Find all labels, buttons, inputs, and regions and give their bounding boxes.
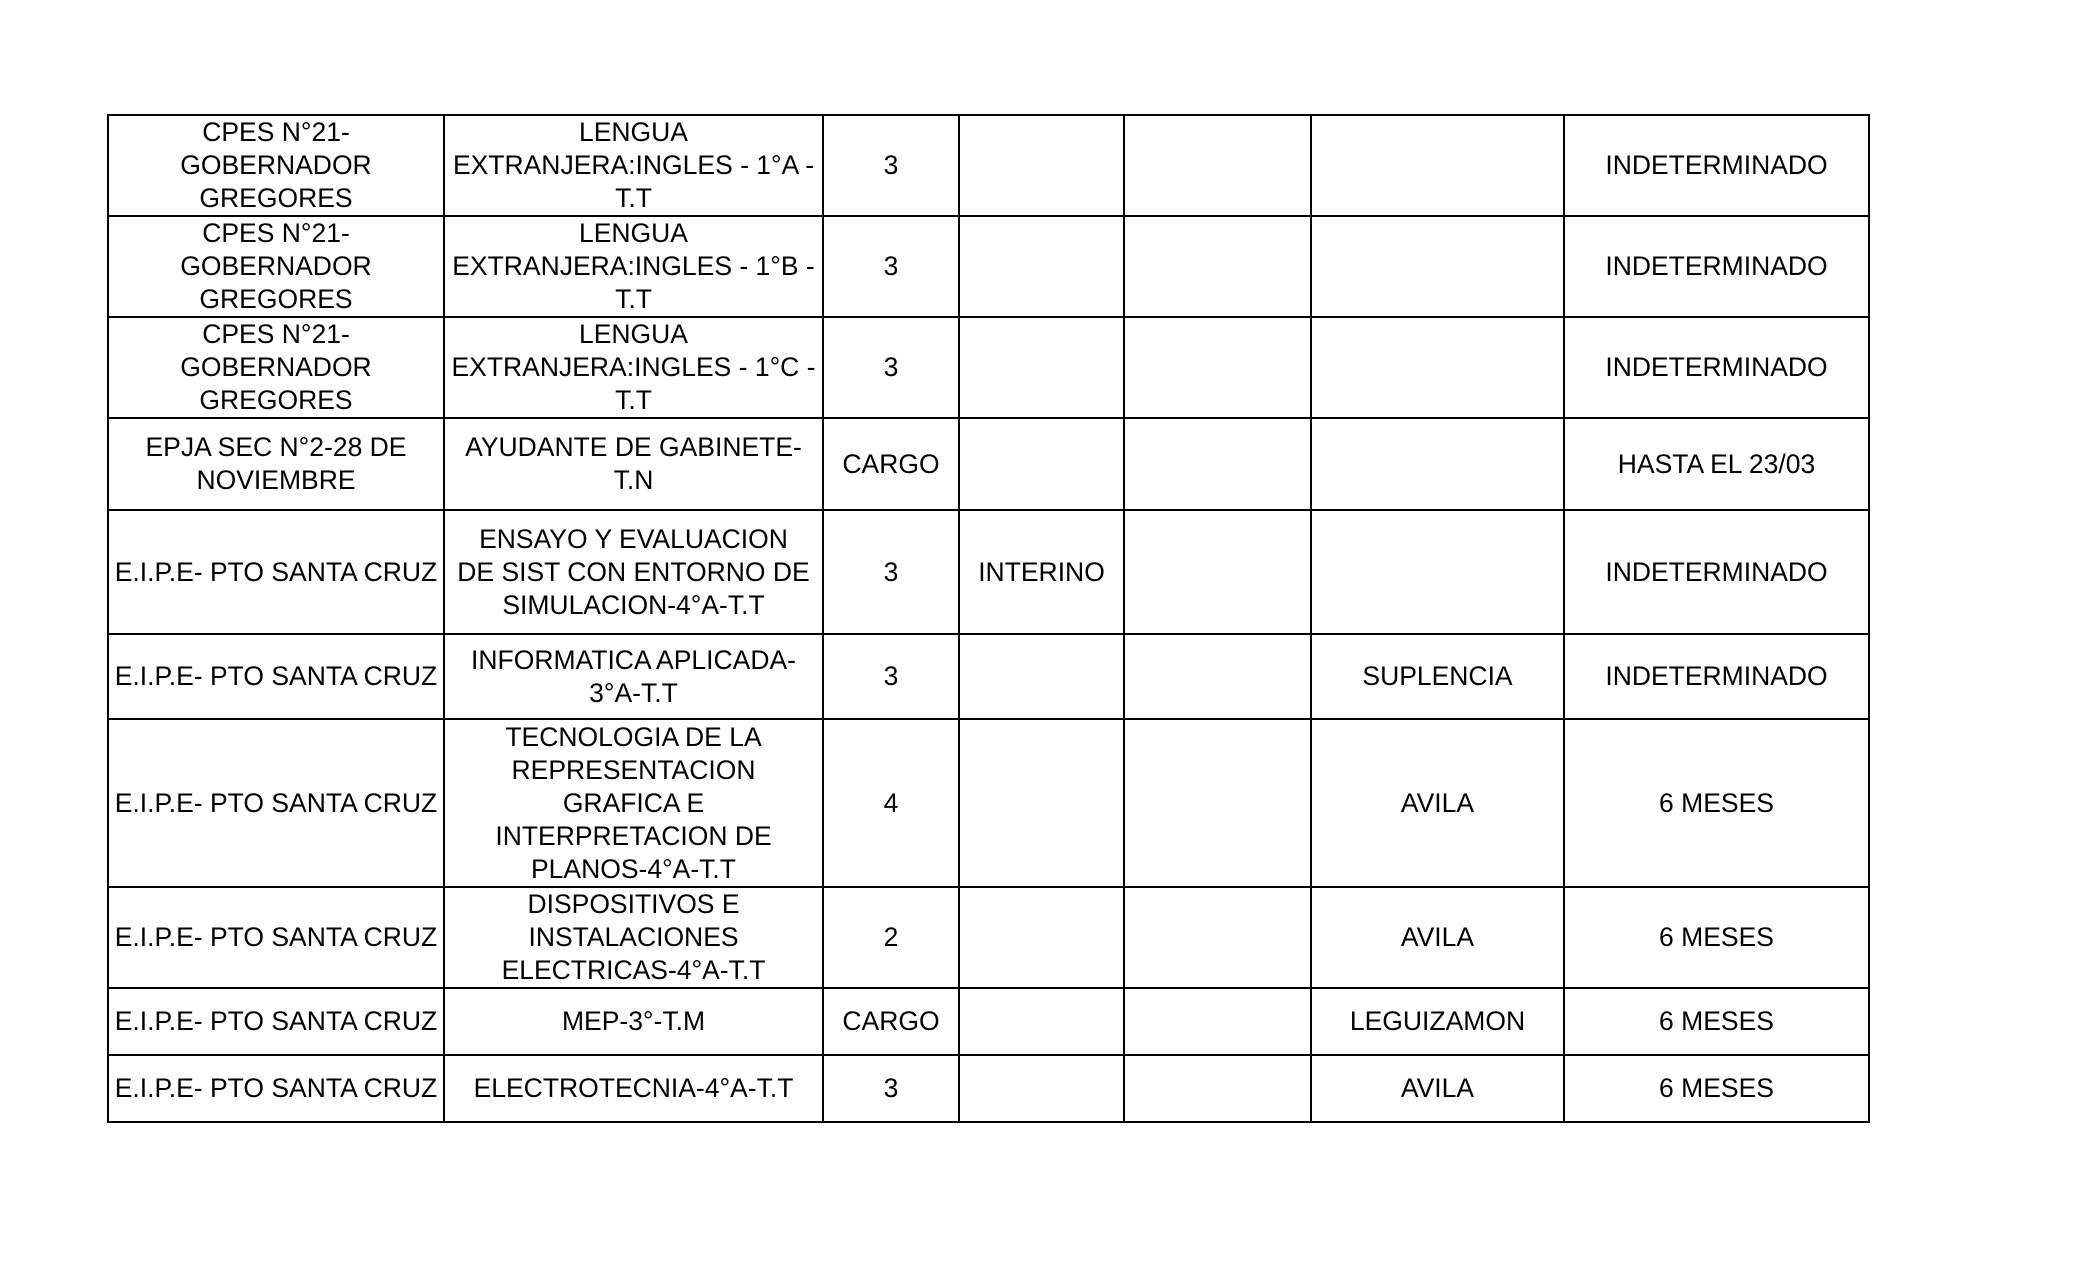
status-cell — [959, 216, 1124, 317]
subject-cell — [444, 887, 823, 988]
subject-line: ELECTROTECNIA-4°A-T.T — [473, 1073, 794, 1103]
hours-cell: CARGO — [823, 988, 959, 1055]
table-row — [108, 115, 1869, 216]
school-cell: E.I.P.E- PTO SANTA CRUZ — [108, 988, 444, 1055]
name-cell — [1311, 216, 1564, 317]
hours-cell: 3 — [823, 317, 959, 418]
empty-cell — [1124, 216, 1311, 317]
hours-cell: 3 — [823, 1055, 959, 1122]
subject-line: EXTRANJERA:INGLES - 1°B - — [452, 251, 815, 281]
table-row — [108, 418, 1869, 510]
empty-cell — [1124, 988, 1311, 1055]
duration-cell: INDETERMINADO — [1564, 115, 1869, 216]
name-cell: AVILA — [1311, 1055, 1564, 1122]
duration-cell: HASTA EL 23/03 — [1564, 418, 1869, 510]
subject-line: INFORMATICA APLICADA- — [471, 644, 796, 675]
subject-cell — [444, 317, 823, 418]
subject-line: 3°A-T.T — [589, 677, 678, 708]
name-cell — [1311, 418, 1564, 510]
subject-line: INTERPRETACION DE — [495, 820, 772, 851]
table-row — [108, 988, 1869, 1055]
table-row — [108, 887, 1869, 988]
status-cell — [959, 418, 1124, 510]
duration-cell: INDETERMINADO — [1564, 317, 1869, 418]
empty-cell — [1124, 887, 1311, 988]
subject-line: T.N — [613, 465, 654, 495]
school-cell: E.I.P.E- PTO SANTA CRUZ — [108, 634, 444, 719]
subject-line: PLANOS-4°A-T.T — [531, 853, 736, 884]
status-cell — [959, 1055, 1124, 1122]
table-row — [108, 634, 1869, 719]
subject-cell — [444, 418, 823, 510]
empty-cell — [1124, 115, 1311, 216]
status-cell — [959, 719, 1124, 887]
subject-cell — [444, 1055, 823, 1122]
hours-cell: CARGO — [823, 418, 959, 510]
empty-cell — [1124, 719, 1311, 887]
empty-cell — [1124, 418, 1311, 510]
hours-cell: 3 — [823, 634, 959, 719]
subject-line: EXTRANJERA:INGLES - 1°A - — [452, 150, 815, 180]
name-cell — [1311, 510, 1564, 634]
name-cell — [1311, 317, 1564, 418]
duration-cell: INDETERMINADO — [1564, 510, 1869, 634]
subject-cell — [444, 115, 823, 216]
subject-line: ENSAYO Y EVALUACION — [479, 523, 788, 554]
duration-cell: INDETERMINADO — [1564, 634, 1869, 719]
subject-line: TECNOLOGIA DE LA — [505, 721, 762, 752]
duration-cell: 6 MESES — [1564, 988, 1869, 1055]
subject-line: LENGUA — [579, 218, 688, 248]
subject-line: REPRESENTACION — [511, 754, 756, 785]
status-cell: INTERINO — [959, 510, 1124, 634]
school-cell: CPES N°21-GOBERNADOR GREGORES — [108, 216, 444, 317]
duration-cell: 6 MESES — [1564, 1055, 1869, 1122]
school-cell: EPJA SEC N°2-28 DE NOVIEMBRE — [108, 418, 444, 510]
status-cell — [959, 317, 1124, 418]
hours-cell: 4 — [823, 719, 959, 887]
school-cell: CPES N°21-GOBERNADOR GREGORES — [108, 317, 444, 418]
subject-line: T.T — [615, 284, 652, 314]
subject-line: INSTALACIONES — [528, 922, 739, 952]
subject-line: MEP-3°-T.M — [561, 1006, 706, 1036]
status-cell — [959, 115, 1124, 216]
subject-line: T.T — [615, 183, 652, 213]
school-cell: E.I.P.E- PTO SANTA CRUZ — [108, 510, 444, 634]
subject-line: LENGUA — [579, 117, 688, 147]
empty-cell — [1124, 634, 1311, 719]
empty-cell — [1124, 317, 1311, 418]
name-cell: LEGUIZAMON — [1311, 988, 1564, 1055]
subject-line: GRAFICA E — [562, 787, 705, 818]
school-cell: E.I.P.E- PTO SANTA CRUZ — [108, 719, 444, 887]
subject-cell — [444, 719, 823, 887]
table-row — [108, 510, 1869, 634]
hours-cell: 3 — [823, 216, 959, 317]
empty-cell — [1124, 1055, 1311, 1122]
subject-line: DISPOSITIVOS E — [527, 889, 740, 919]
subject-cell — [444, 988, 823, 1055]
duration-cell: INDETERMINADO — [1564, 216, 1869, 317]
subject-cell — [444, 510, 823, 634]
name-cell: SUPLENCIA — [1311, 634, 1564, 719]
subject-line: EXTRANJERA:INGLES - 1°C - — [451, 352, 816, 382]
vacancies-table — [107, 114, 1870, 1123]
status-cell — [959, 634, 1124, 719]
name-cell: AVILA — [1311, 719, 1564, 887]
subject-line: SIMULACION-4°A-T.T — [502, 589, 765, 620]
name-cell — [1311, 115, 1564, 216]
status-cell — [959, 887, 1124, 988]
subject-line: ELECTRICAS-4°A-T.T — [501, 955, 766, 985]
school-cell: E.I.P.E- PTO SANTA CRUZ — [108, 887, 444, 988]
name-cell: AVILA — [1311, 887, 1564, 988]
table-row — [108, 1055, 1869, 1122]
duration-cell: 6 MESES — [1564, 887, 1869, 988]
subject-line: AYUDANTE DE GABINETE- — [465, 432, 802, 462]
school-cell: E.I.P.E- PTO SANTA CRUZ — [108, 1055, 444, 1122]
hours-cell: 2 — [823, 887, 959, 988]
table-row — [108, 719, 1869, 887]
subject-cell — [444, 634, 823, 719]
subject-line: LENGUA — [579, 319, 688, 349]
table-row — [108, 216, 1869, 317]
hours-cell: 3 — [823, 510, 959, 634]
subject-line: T.T — [615, 385, 652, 415]
hours-cell: 3 — [823, 115, 959, 216]
subject-cell — [444, 216, 823, 317]
duration-cell: 6 MESES — [1564, 719, 1869, 887]
table-row — [108, 317, 1869, 418]
school-cell: CPES N°21-GOBERNADOR GREGORES — [108, 115, 444, 216]
status-cell — [959, 988, 1124, 1055]
empty-cell — [1124, 510, 1311, 634]
subject-line: DE SIST CON ENTORNO DE — [457, 556, 810, 587]
